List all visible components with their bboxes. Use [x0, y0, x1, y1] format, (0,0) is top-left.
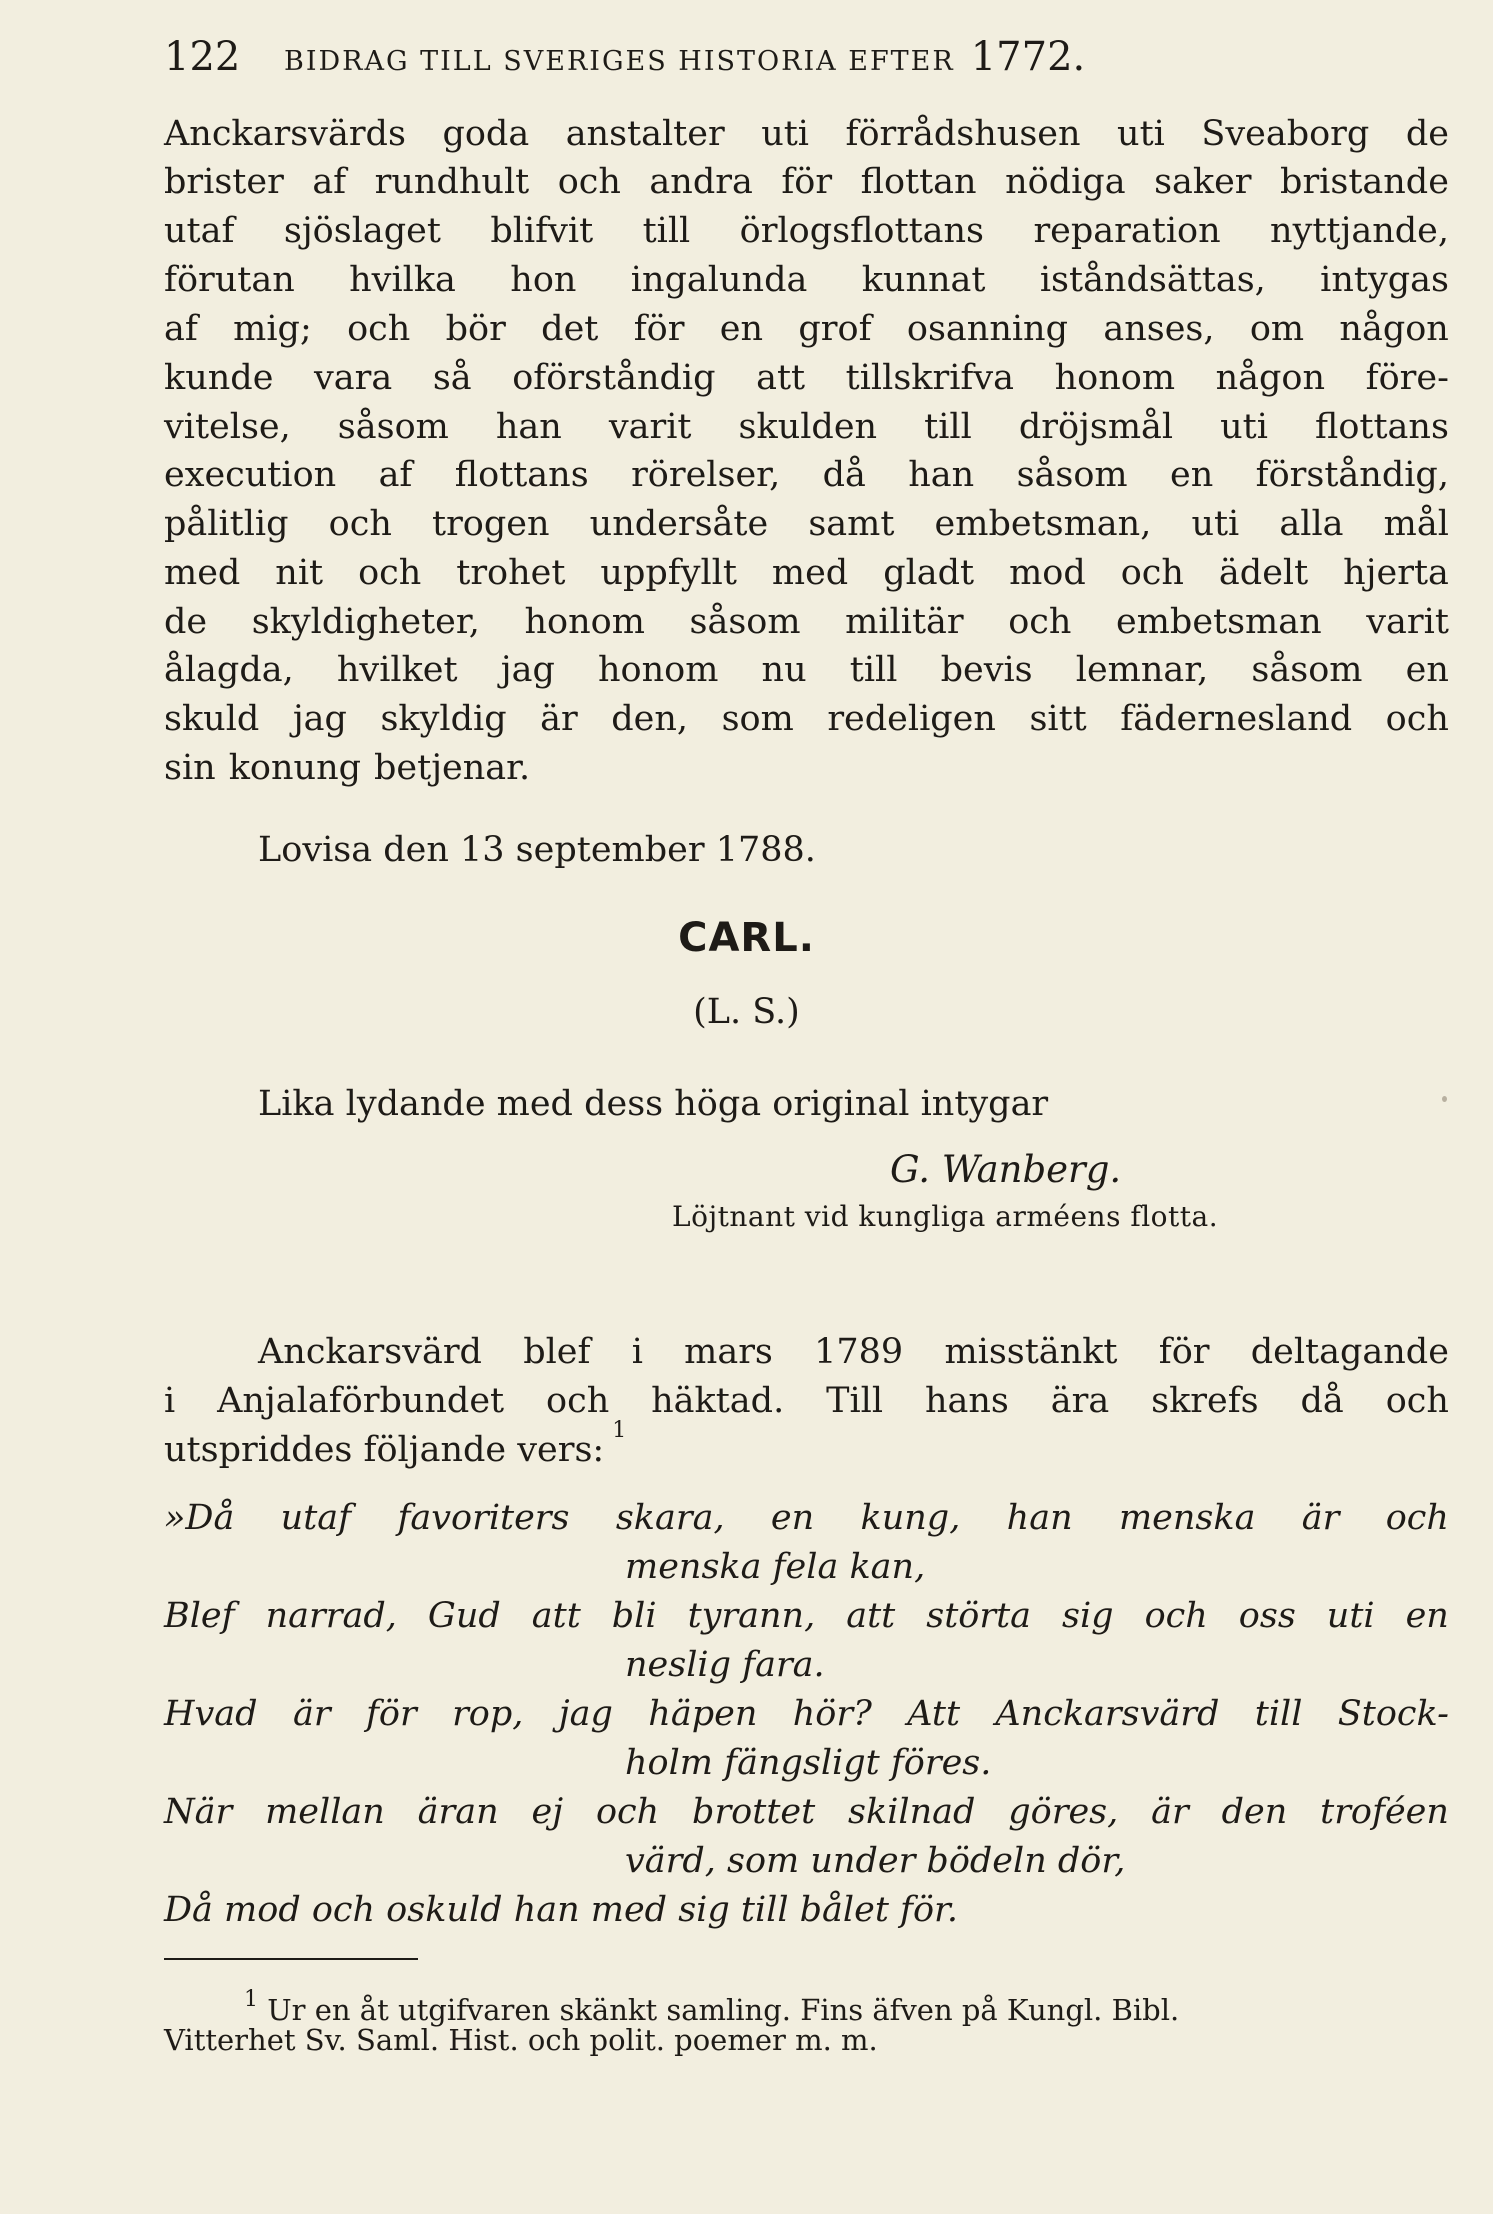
body-line: sin konung betjenar.: [164, 748, 531, 788]
poem-line: värd, som under bödeln dör,: [625, 1841, 1126, 1881]
narrative-line: Anckarsvärd blef i mars 1789 misstänkt för deltagande: [258, 1332, 1449, 1372]
royal-signature: CARL.: [678, 915, 815, 961]
poem-line: Blef narrad, Gud att bli tyrann, att störta sig och oss uti en: [164, 1596, 1449, 1636]
page-number: 122: [164, 34, 241, 80]
running-header: [164, 34, 1264, 90]
attestor-name: G. Wanberg.: [890, 1148, 1122, 1191]
attestation-line: Lika lydande med dess höga original intygar: [258, 1084, 1049, 1124]
body-line: de skyldigheter, honom såsom militär och embetsman varit: [164, 602, 1449, 642]
poem-line: När mellan äran ej och brottet skilnad göres, är den troféen: [164, 1792, 1449, 1832]
body-line: ålagda, hvilket jag honom nu till bevis lemnar, såsom en: [164, 650, 1449, 690]
poem-line: Hvad är för rop, jag häpen hör? Att Anckarsvärd till Stock-: [164, 1694, 1449, 1734]
poem-line: menska fela kan,: [625, 1547, 926, 1587]
body-line: brister af rundhult och andra för flottan nödiga saker bristande: [164, 162, 1449, 202]
body-line: Anckarsvärds goda anstalter uti förrådshusen uti Sveaborg de: [164, 114, 1449, 154]
poem-line: »Då utaf favoriters skara, en kung, han menska är och: [164, 1498, 1449, 1538]
poem-line: neslig fara.: [625, 1645, 825, 1685]
date-line: Lovisa den 13 september 1788.: [258, 830, 816, 870]
body-line: förutan hvilka hon ingalunda kunnat iståndsättas, intygas: [164, 260, 1449, 300]
body-line: utaf sjöslaget blifvit till örlogsflottans reparation nyttjande,: [164, 211, 1449, 251]
body-line: kunde vara så oförståndig att tillskrifva honom någon före-: [164, 358, 1449, 398]
narrative-line: i Anjalaförbundet och häktad. Till hans ära skrefs då och: [164, 1381, 1449, 1421]
body-line: pålitlig och trogen undersåte samt embetsman, uti alla mål: [164, 504, 1449, 544]
body-line: vitelse, såsom han varit skulden till dröjsmål uti flottans: [164, 407, 1449, 447]
body-line: skuld jag skyldig är den, som redeligen sitt fädernesland och: [164, 699, 1449, 739]
poem-line: holm fängsligt föres.: [625, 1743, 992, 1783]
footnote-number: 1: [244, 1987, 258, 2012]
footnote-reference: 1: [612, 1418, 627, 1443]
body-line: af mig; och bör det för en grof osanning anses, om någon: [164, 309, 1449, 349]
print-speck: [1442, 1096, 1447, 1102]
narrative-line: utspriddes följande vers:: [164, 1430, 605, 1470]
body-line: med nit och trohet uppfyllt med gladt mod och ädelt hjerta: [164, 553, 1449, 593]
footnote-rule: [164, 1958, 418, 1960]
poem-line: Då mod och oskuld han med sig till bålet för.: [164, 1890, 959, 1930]
running-title: BIDRAG TILL SVERIGES HISTORIA EFTER: [284, 46, 955, 77]
footnote-line-2: Vitterhet Sv. Saml. Hist. och polit. poemer m. m.: [164, 2023, 878, 2057]
body-line: execution af flottans rörelser, då han såsom en förståndig,: [164, 455, 1449, 495]
attestor-rank: Löjtnant vid kungliga arméens flotta.: [672, 1200, 1219, 1233]
footnote-text: Ur en åt utgifvaren skänkt samling. Fins äfven på Kungl. Bibl.: [267, 1993, 1180, 2027]
seal-mark: (L. S.): [693, 992, 800, 1032]
running-year: 1772.: [970, 34, 1086, 80]
